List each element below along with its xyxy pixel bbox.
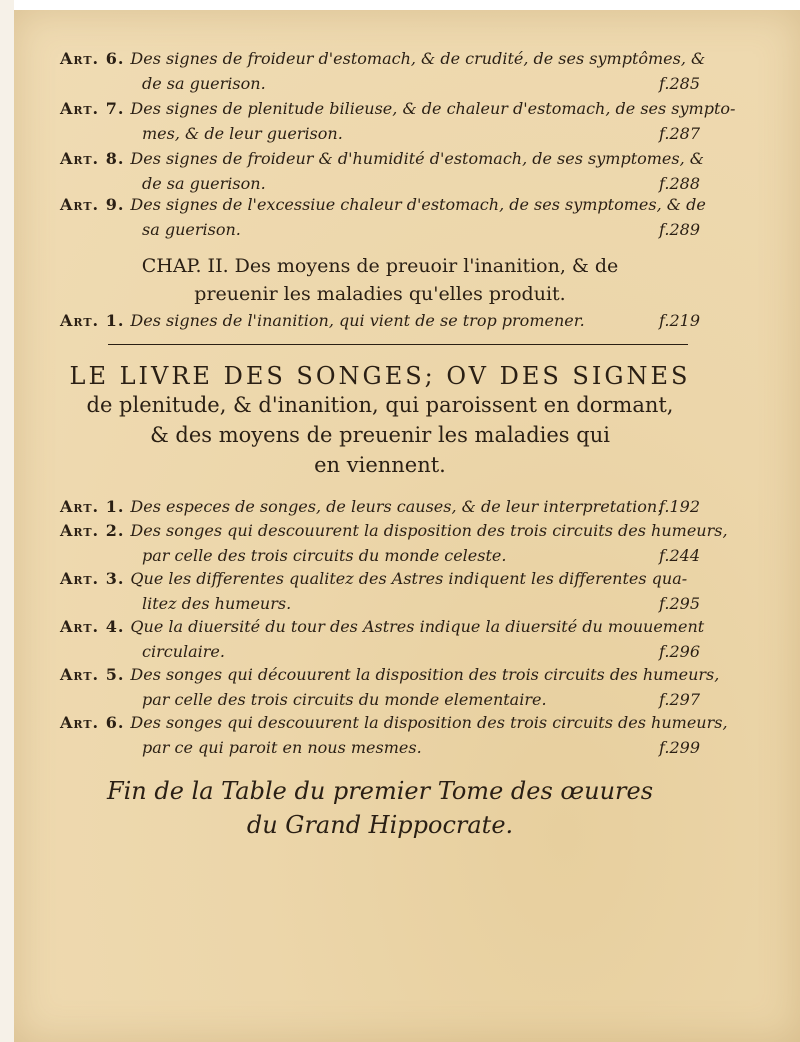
- page-ref: f.289: [659, 220, 700, 239]
- entry-text-cont: sa guerison.: [142, 220, 241, 239]
- entry-text-cont: par ce qui paroit en nous mesmes.: [142, 738, 422, 757]
- toc-entry: [60, 146, 705, 196]
- toc-entry: [60, 192, 706, 242]
- entry-label: Art. 7.: [60, 99, 125, 118]
- entry-text-cont: circulaire.: [142, 642, 225, 661]
- chapter-line-1: CHAP. II. Des moyens de preuoir l'inanition, & de: [141, 255, 619, 277]
- closing-line-1: Fin de la Table du premier Tome des œuures: [106, 777, 654, 805]
- section-title-line-1: LE LIVRE DES SONGES; OV DES SIGNES: [69, 362, 691, 390]
- entry-text: Des signes de froideur & d'humidité d'estomach, de ses symptomes, &: [130, 149, 705, 168]
- entry-label: Art. 9.: [60, 195, 125, 214]
- section-title: [60, 362, 700, 480]
- toc-entry: [60, 46, 706, 96]
- toc-entry: [60, 494, 700, 519]
- chapter-heading: [60, 252, 700, 308]
- entry-text-cont: litez des humeurs.: [142, 594, 292, 613]
- page-ref: f.295: [659, 594, 700, 613]
- page-ref: f.192: [659, 497, 700, 516]
- section-title-line-4: en viennent.: [314, 453, 446, 477]
- divider-rule: [108, 344, 688, 345]
- section-title-line-2: de plenitude, & d'inanition, qui paroissent en dormant,: [86, 393, 674, 417]
- entry-label: Art. 5.: [60, 665, 125, 684]
- page-ref: f.244: [659, 546, 700, 565]
- page-ref: f.297: [659, 690, 700, 709]
- closing-line-2: du Grand Hippocrate.: [246, 811, 514, 839]
- toc-entry: [60, 518, 728, 568]
- toc-entry: [60, 96, 736, 146]
- entry-label: Art. 8.: [60, 149, 125, 168]
- entry-text: Des signes de plenitude bilieuse, & de chaleur d'estomach, de ses sympto-: [130, 99, 736, 118]
- entry-label: Art. 6.: [60, 713, 125, 732]
- entry-text-cont: par celle des trois circuits du monde celeste.: [142, 546, 507, 565]
- entry-label: Art. 4.: [60, 617, 125, 636]
- toc-entry: [60, 662, 720, 712]
- page-ref: f.299: [659, 738, 700, 757]
- entry-text-cont: mes, & de leur guerison.: [142, 124, 343, 143]
- closing-text: [60, 774, 700, 842]
- entry-text: Des songes qui découurent la disposition des trois circuits des humeurs,: [130, 665, 720, 684]
- entry-text: Que les differentes qualitez des Astres indiquent les differentes qua-: [130, 569, 688, 588]
- page-ref: f.296: [659, 642, 700, 661]
- page-ref: f.219: [659, 311, 700, 330]
- chapter-line-2: preuenir les maladies qu'elles produit.: [194, 283, 566, 305]
- entry-text-cont: de sa guerison.: [142, 174, 266, 193]
- entry-label: Art. 6.: [60, 49, 125, 68]
- section-title-line-3: & des moyens de preuenir les maladies qui: [150, 423, 610, 447]
- entry-text: Des signes de l'excessiue chaleur d'estomach, de ses symptomes, & de: [130, 195, 706, 214]
- entry-text: Des signes de l'inanition, qui vient de se trop promener.: [130, 311, 585, 330]
- page-ref: f.287: [659, 124, 700, 143]
- entry-label: Art. 1.: [60, 497, 125, 516]
- toc-entry: [60, 710, 728, 760]
- toc-entry: [60, 308, 700, 333]
- entry-label: Art. 1.: [60, 311, 125, 330]
- entry-label: Art. 3.: [60, 569, 125, 588]
- entry-label: Art. 2.: [60, 521, 125, 540]
- toc-entry: [60, 566, 700, 616]
- entry-text: Que la diuersité du tour des Astres indique la diuersité du mouuement: [130, 617, 705, 636]
- entry-text-cont: de sa guerison.: [142, 74, 266, 93]
- entry-text: Des songes qui descouurent la disposition des trois circuits des humeurs,: [130, 521, 728, 540]
- entry-text-cont: par celle des trois circuits du monde elementaire.: [142, 690, 547, 709]
- toc-entry: [60, 614, 705, 664]
- entry-text: Des signes de froideur d'estomach, & de crudité, de ses symptômes, &: [130, 49, 706, 68]
- entry-text: Des especes de songes, de leurs causes, & de leur interpretation.: [130, 497, 663, 516]
- page-ref: f.288: [659, 174, 700, 193]
- page-ref: f.285: [659, 74, 700, 93]
- entry-text: Des songes qui descouurent la disposition des trois circuits des humeurs,: [130, 713, 728, 732]
- page-edge: [0, 0, 14, 1042]
